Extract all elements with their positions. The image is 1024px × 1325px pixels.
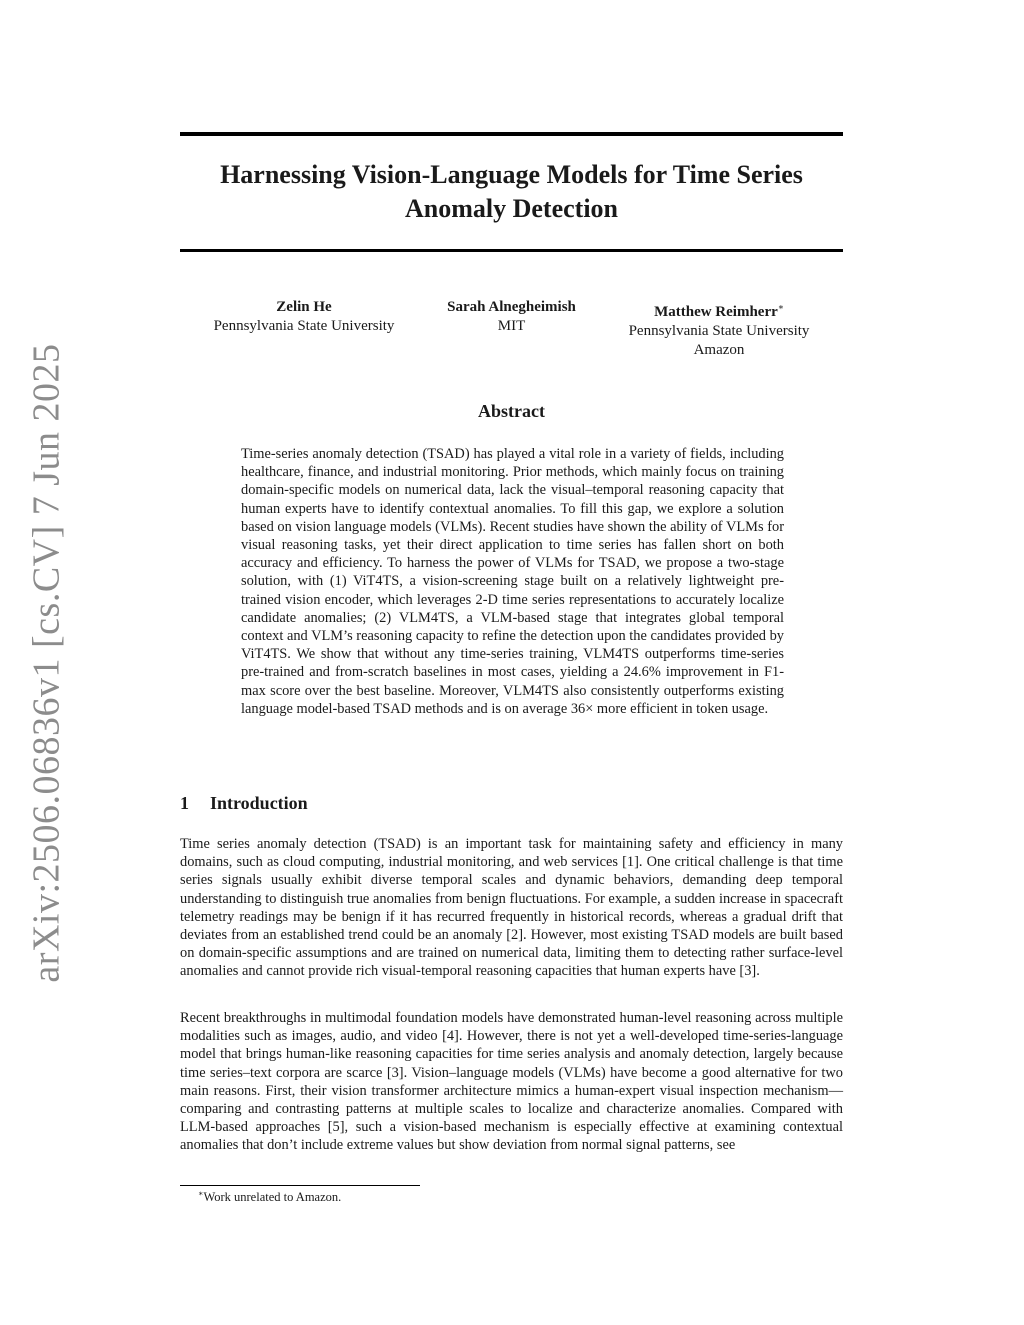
footnote-mark: ∗ xyxy=(198,1189,204,1198)
author-block xyxy=(180,298,843,358)
author-1 xyxy=(184,298,424,336)
title-bottom-rule xyxy=(180,249,843,252)
author-name: Sarah Alnegheimish xyxy=(447,299,576,315)
intro-paragraph-1: Time series anomaly detection (TSAD) is an important task for maintaining safety and efficiency in many domains, such as cloud computing, industrial monitoring, and web services [1]. One critical challenge is that time series signals usually exhibit diverse temporal scales and dynamic behaviors, demanding deep temporal understanding to distinguish true anomalies from benign fluctuations. For example, a sudden increase in spacecraft telemetry readings may be benign if it has recurred frequently in historical records, whereas a gradual drift that deviates from an established trend could be an anomaly [2]. However, most existing TSAD models are built based on domain-specific assumptions and are trained on numerical data, limiting them to detecting rather surface-level anomalies and cannot provide rich visual-temporal reasoning capacities that human experts have [3]. xyxy=(180,836,843,980)
author-2 xyxy=(420,298,603,336)
author-name: Matthew Reimherr∗ xyxy=(654,302,784,320)
author-3 xyxy=(599,298,839,360)
author-affiliation-secondary: Amazon xyxy=(693,342,745,358)
author-affiliation: Pennsylvania State University xyxy=(213,318,395,334)
paper-title: Harnessing Vision-Language Models for Time Series Anomaly Detection xyxy=(220,160,803,223)
arxiv-identifier-text: arXiv:2506.06836v1 [cs.CV] 7 Jun 2025 xyxy=(26,343,68,983)
section-heading-introduction xyxy=(180,793,308,814)
footnote-marker: ∗ xyxy=(777,302,784,312)
author-affiliation: MIT xyxy=(497,318,526,334)
intro-paragraph-2: Recent breakthroughs in multimodal foundation models have demonstrated human-level reasoning across multiple modalities such as images, audio, and video [4]. However, there is not yet a well-developed time-series-language model that brings human-like reasoning capacities for time series analysis and anomaly detection, largely because time series–text corpora are scarce [3]. Vision–language models (VLMs) have become a good alternative for two main reasons. First, their vision transformer architecture mimics a human-expert visual inspection mechanism—comparing and contrasting patterns at multiple scales to localize and characterize anomalies. Compared with LLM-based approaches [5], such a vision-based mechanism is especially effective at examining contextual anomalies that don’t include extreme values but show deviation from normal signal patterns, see xyxy=(180,1010,843,1154)
section-title: Introduction xyxy=(210,793,308,813)
author-affiliation: Pennsylvania State University xyxy=(628,323,810,339)
arxiv-identifier-stamp xyxy=(24,343,70,983)
title-top-rule xyxy=(180,132,843,136)
author-name: Zelin He xyxy=(276,299,332,315)
abstract-heading: Abstract xyxy=(478,401,545,421)
section-number: 1 xyxy=(180,793,189,813)
abstract-text: Time-series anomaly detection (TSAD) has played a vital role in a variety of fields, including healthcare, finance, and industrial monitoring. Prior methods, which mainly focus on training domain-specific models on numerical data, lack the visual–temporal reasoning capacity that human experts have to identify contextual anomalies. To fill this gap, we explore a solution based on vision language models (VLMs). Recent studies have shown the ability of VLMs for visual reasoning tasks, yet their direct application to time series has fallen short on both accuracy and efficiency. To harness the power of VLMs for TSAD, we propose a two-stage solution, with (1) ViT4TS, a vision-screening stage built on a relatively lightweight pre-trained vision encoder, which leverages 2-D time series representations to accurately localize candidate anomalies; (2) VLM4TS, a VLM-based stage that integrates global temporal context and VLM’s reasoning capacity to refine the detection upon the candidates provided by ViT4TS. We show that without any time-series training, VLM4TS outperforms time-series pre-trained and from-scratch baselines in most cases, yielding a 24.6% improvement in F1-max score over the best baseline. Moreover, VLM4TS also consistently outperforms existing language model-based TSAD methods and is on average 36× more efficient in token usage. xyxy=(241,446,784,717)
footnote-text: Work unrelated to Amazon. xyxy=(203,1190,342,1205)
footnote-divider xyxy=(180,1185,420,1186)
footnote xyxy=(198,1189,341,1205)
